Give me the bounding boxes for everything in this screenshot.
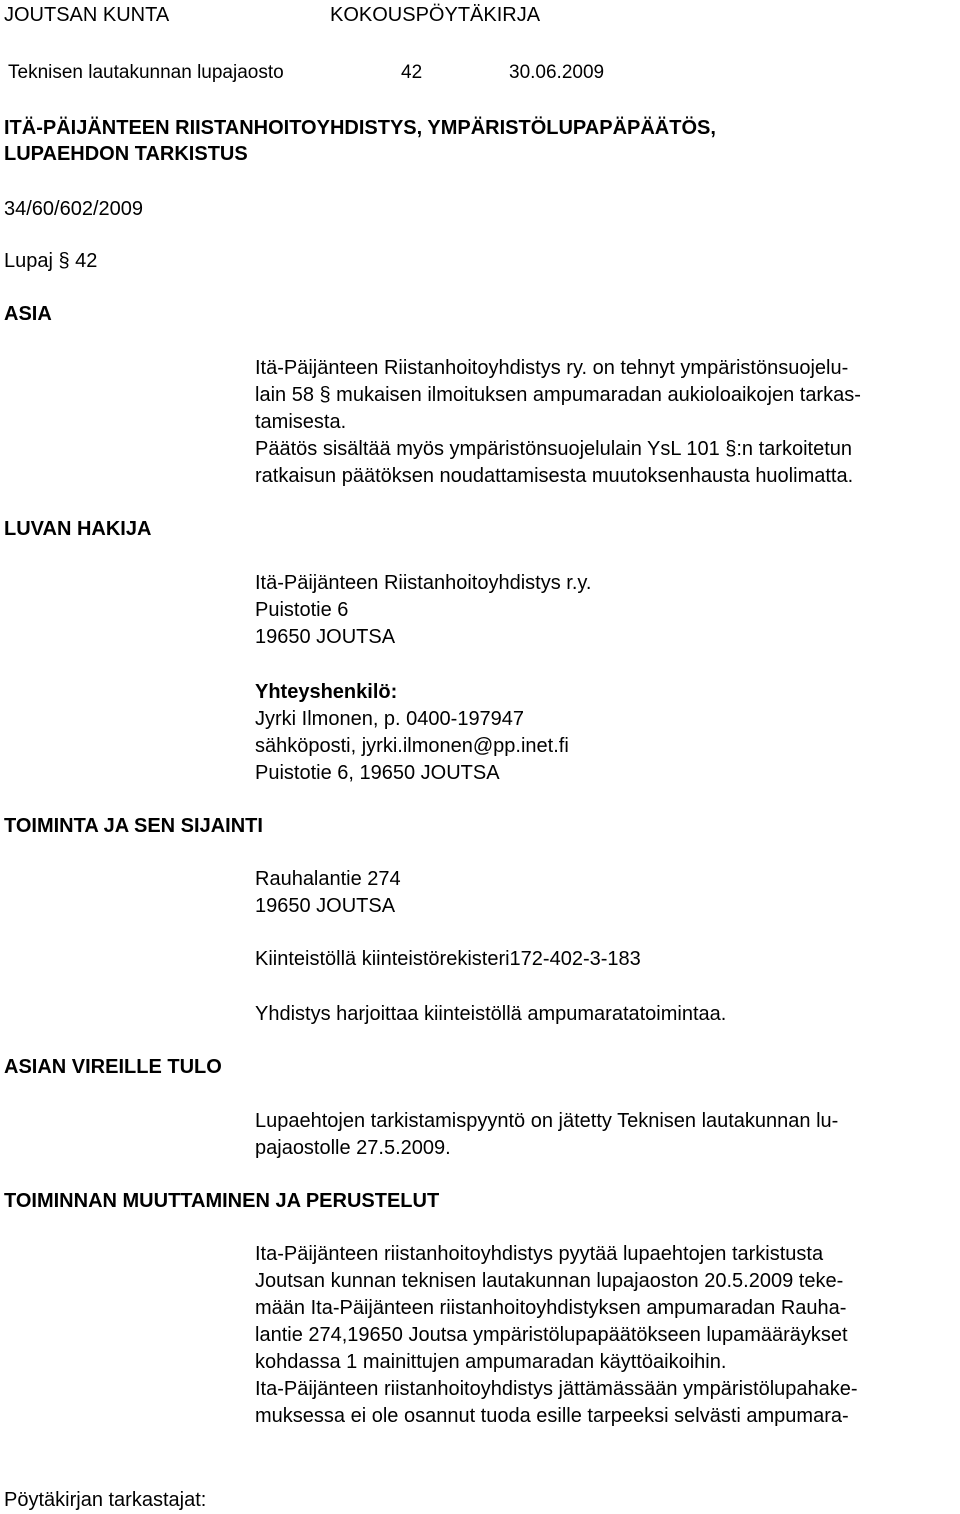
text-line: Itä-Päijänteen Riistanhoitoyhdistys ry. on tehnyt ympäristönsuojelu- — [255, 357, 849, 379]
text-line: lain 58 § mukaisen ilmoituksen ampumaradan aukioloaikojen tarkas- — [255, 384, 861, 406]
text-line: Joutsan kunnan teknisen lautakunnan lupajaoston 20.5.2009 teke- — [255, 1270, 844, 1292]
label-muuttaminen: TOIMINNAN MUUTTAMINEN JA PERUSTELUT — [4, 1190, 440, 1212]
contact-label: Yhteyshenkilö: — [255, 681, 398, 703]
vireille-text — [255, 1108, 955, 1162]
text-line: muksessa ei ole osannut tuoda esille tarpeeksi selvästi ampumara- — [255, 1405, 849, 1427]
label-toiminta: TOIMINTA JA SEN SIJAINTI — [4, 815, 263, 837]
applicant-street: Puistotie 6 — [255, 599, 349, 621]
contact-address: Puistotie 6, 19650 JOUTSA — [255, 762, 500, 784]
title-line-2: LUPAEHDON TARKISTUS — [4, 143, 248, 165]
text-line: tamisesta. — [255, 411, 347, 433]
label-vireille: ASIAN VIREILLE TULO — [4, 1056, 222, 1078]
label-luvan-hakija: LUVAN HAKIJA — [4, 518, 152, 540]
property-id: Kiinteistöllä kiinteistörekisteri172-402-3-183 — [255, 948, 641, 970]
text-line: Ita-Päijänteen riistanhoitoyhdistys pyytää lupaehtojen tarkistusta — [255, 1243, 824, 1265]
meeting-date: 30.06.2009 — [509, 62, 605, 83]
text-line: lantie 274,19650 Joutsa ympäristölupapäätökseen lupamääräykset — [255, 1324, 848, 1346]
location-address — [255, 866, 955, 920]
applicant-city: 19650 JOUTSA — [255, 626, 396, 648]
title-line-1: ITÄ-PÄIJÄNTEEN RIISTANHOITOYHDISTYS, YMPÄRISTÖLUPAPÄPÄÄTÖS, — [4, 117, 716, 139]
text-line: pajaostolle 27.5.2009. — [255, 1137, 451, 1159]
perustelut-paragraph-1 — [255, 1241, 955, 1376]
contact-email: sähköposti, jyrki.ilmonen@pp.inet.fi — [255, 735, 569, 757]
applicant-address — [255, 570, 955, 651]
meeting-number: 42 — [401, 62, 423, 83]
text-line: Lupaehtojen tarkistamispyyntö on jätetty Teknisen lautakunnan lu- — [255, 1110, 839, 1132]
text-line: Ita-Päijänteen riistanhoitoyhdistys jättämässään ympäristölupahake- — [255, 1378, 858, 1400]
text-line: kohdassa 1 mainittujen ampumaradan käyttöaikoihin. — [255, 1351, 727, 1373]
organization-name: JOUTSAN KUNTA — [4, 4, 170, 26]
label-asia: ASIA — [4, 303, 52, 325]
location-city: 19650 JOUTSA — [255, 895, 396, 917]
text-line: mään Ita-Päijänteen riistanhoitoyhdistyksen ampumaradan Rauha- — [255, 1297, 847, 1319]
section-reference: Lupaj § 42 — [4, 250, 98, 272]
document-type: KOKOUSPÖYTÄKIRJA — [330, 4, 541, 26]
text-line: ratkaisun päätöksen noudattamisesta muutoksenhausta huolimatta. — [255, 465, 854, 487]
committee-name: Teknisen lautakunnan lupajaosto — [8, 62, 284, 83]
asia-text — [255, 355, 955, 490]
label-tarkastajat: Pöytäkirjan tarkastajat: — [4, 1489, 207, 1511]
perustelut-paragraph-2 — [255, 1376, 955, 1430]
contact-info — [255, 679, 955, 787]
applicant-name: Itä-Päijänteen Riistanhoitoyhdistys r.y. — [255, 572, 592, 594]
activity-text: Yhdistys harjoittaa kiinteistöllä ampumaratatoimintaa. — [255, 1003, 727, 1025]
text-line: Päätös sisältää myös ympäristönsuojelulain YsL 101 §:n tarkoitetun — [255, 438, 853, 460]
contact-name: Jyrki Ilmonen, p. 0400-197947 — [255, 708, 525, 730]
case-number: 34/60/602/2009 — [4, 198, 144, 220]
location-street: Rauhalantie 274 — [255, 868, 401, 890]
